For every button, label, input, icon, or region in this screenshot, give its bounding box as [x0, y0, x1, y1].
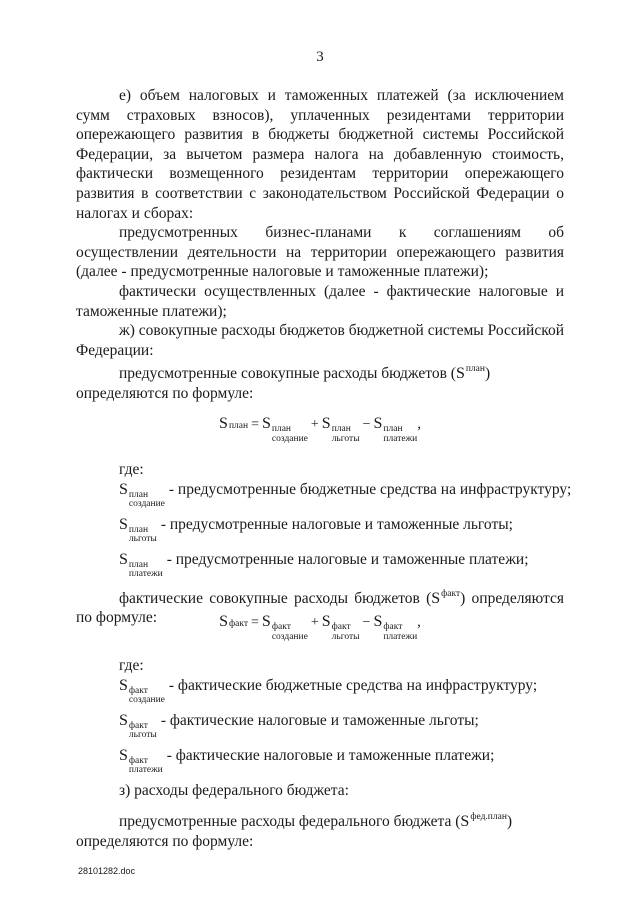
where-label-2: где:: [119, 657, 144, 674]
paragraph-z: з) расходы федерального бюджета:: [119, 781, 349, 799]
formula-intro: определяются по формуле:: [76, 384, 254, 402]
paragraph-zh: ж) совокупные расходы бюджетов бюджетной системы Российской Федерации:: [76, 322, 564, 359]
paragraph-fed: предусмотренные расходы федерального бюджета $(S^{фед.план})$: [119, 812, 513, 831]
fact-definitions: [76, 656, 564, 851]
footer-filename: 28101282.doc: [78, 866, 136, 876]
plan-definitions: [76, 460, 572, 628]
def-fact-sozdanie: S факт создание - фактические бюджетные средства на инфраструктуру;: [119, 676, 538, 706]
def-plan-sozdanie: S план создание - предусмотренные бюджетные средства на инфраструктуру;: [119, 480, 572, 510]
def-fact-lgoty: S факт льготы - фактические налоговые и таможенные льготы;: [119, 711, 479, 741]
def-plan-lgoty: S план льготы - предусмотренные налоговые и таможенные льготы;: [119, 515, 513, 545]
def-fact-platezhi: S факт платежи - фактические налоговые и таможенные платежи;: [119, 746, 495, 776]
formula-plan: S план = S план создание + S план льготы − S план платежи ,: [219, 415, 421, 444]
page-number: 3: [316, 49, 324, 65]
def-plan-platezhi: S план платежи - предусмотренные налоговые и таможенные платежи;: [119, 550, 529, 580]
fed-formula-intro: определяются по формуле:: [76, 832, 254, 850]
where-label: где:: [119, 461, 144, 478]
paragraph-planned: предусмотренных бизнес-планами к соглашениям об осуществлении деятельности на территории опережающего развития (далее - предусмотренные налоговые и таможенные платежи);: [76, 224, 564, 281]
paragraph-planned-total: предусмотренные совокупные расходы бюджетов $(S^{план})$: [119, 364, 491, 383]
paragraph-e: е) объем налоговых и таможенных платежей (за исключением сумм страховых взносов), уплаченных резидентами территории опережающего развития в бюджеты бюджетной системы Российской Федерации, за вычетом размера налога на добавленную стоимость, фактически возмещенного резидентам территории опережающего развития в соответствии с законодательством Российской Федерации о налогах и сборах:: [76, 87, 564, 222]
fact-intro: фактические совокупные расходы бюджетов $(S^{факт})$ определяются по формуле:: [76, 588, 564, 627]
paragraph-actual: фактически осуществленных (далее - фактические налоговые и таможенные платежи);: [76, 282, 564, 320]
text-block-1: [76, 86, 564, 404]
formula-fact: S факт = S факт создание + S факт льготы − S факт платежи ,: [219, 613, 421, 642]
